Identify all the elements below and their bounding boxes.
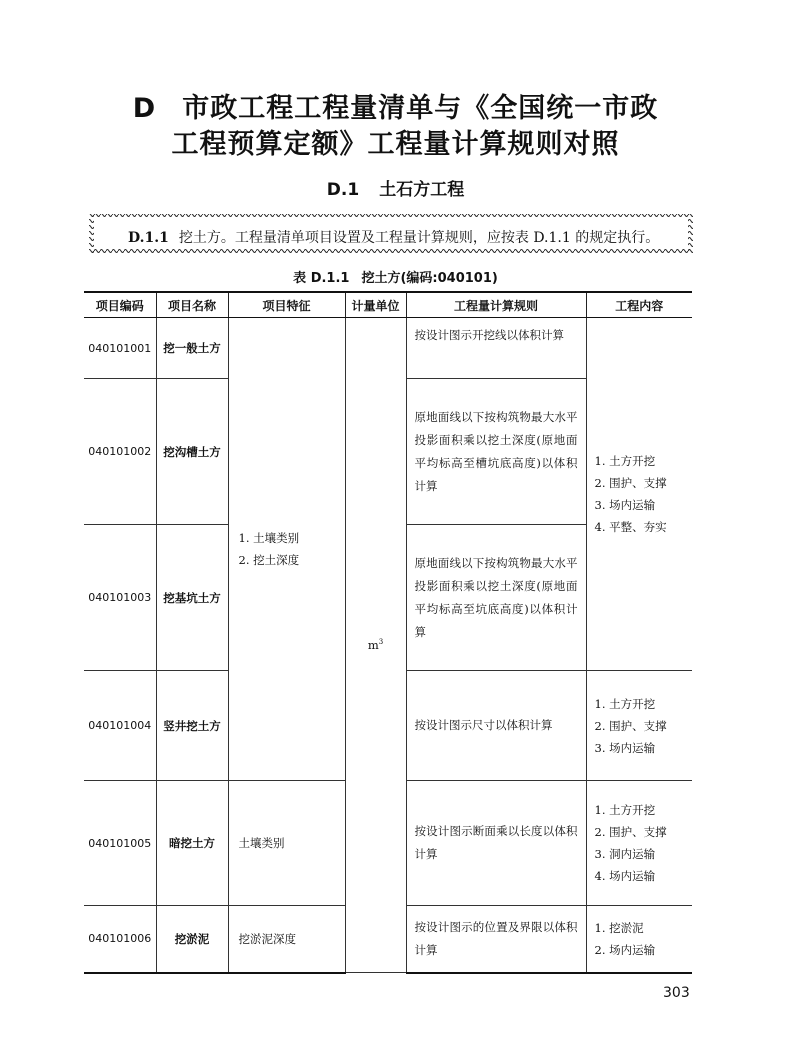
item-content-group <box>586 318 692 671</box>
header-code: 项目编码 <box>84 292 156 318</box>
content-line: 4. 场内运输 <box>594 869 656 883</box>
content-line: 1. 土方开挖 <box>594 696 656 711</box>
item-code: 040101002 <box>84 379 156 525</box>
unit-text: m <box>367 638 379 652</box>
main-title-line-2: 工程预算定额》工程量计算规则对照 <box>171 129 620 160</box>
section-heading <box>0 175 791 200</box>
item-rule: 原地面线以下按构筑物最大水平投影面积乘以挖土深度(原地面平均标高至坑底高度)以体积计算 <box>406 525 586 671</box>
header-name: 项目名称 <box>156 292 228 318</box>
content-line: 2. 围护、支撑 <box>594 825 667 839</box>
item-rule: 按设计图示开挖线以体积计算 <box>406 318 586 379</box>
item-code: 040101003 <box>84 525 156 671</box>
page-number: 303 <box>663 985 690 1001</box>
note-text <box>128 227 659 247</box>
table-row <box>84 318 692 379</box>
item-name: 竖井挖土方 <box>156 671 228 781</box>
item-content <box>586 781 692 906</box>
item-name: 暗挖土方 <box>156 781 228 906</box>
header-unit: 计量单位 <box>345 292 406 318</box>
table-caption <box>0 267 791 286</box>
item-code: 040101004 <box>84 671 156 781</box>
item-feature: 土壤类别 <box>228 781 345 906</box>
unit-superscript: 3 <box>378 638 384 647</box>
item-name: 挖沟槽土方 <box>156 379 228 525</box>
header-rule: 工程量计算规则 <box>406 292 586 318</box>
item-name: 挖一般土方 <box>156 318 228 379</box>
appendix-letter: D <box>132 93 157 124</box>
item-feature: 挖淤泥深度 <box>228 906 345 973</box>
quantity-table <box>84 291 692 974</box>
content-line: 1. 土方开挖 <box>594 454 656 468</box>
content-line: 3. 洞内运输 <box>594 847 656 861</box>
item-code: 040101005 <box>84 781 156 906</box>
note-id: D.1.1 <box>128 230 169 246</box>
content-line: 3. 场内运输 <box>594 498 656 512</box>
feature-line: 2. 挖土深度 <box>238 553 300 567</box>
main-title-line-1 <box>0 86 791 125</box>
content-line: 4. 平整、夯实 <box>594 520 667 534</box>
section-number: D.1 <box>326 180 360 200</box>
item-name: 挖基坑土方 <box>156 525 228 671</box>
unit-cell <box>345 318 406 973</box>
feature-line: 1. 土壤类别 <box>238 531 300 545</box>
item-code: 040101006 <box>84 906 156 973</box>
content-line: 2. 围护、支撑 <box>594 476 667 490</box>
content-line: 2. 围护、支撑 <box>594 718 667 733</box>
item-content <box>586 671 692 781</box>
content-line: 1. 挖淤泥 <box>594 920 644 935</box>
header-feature: 项目特征 <box>228 292 345 318</box>
item-rule: 原地面线以下按构筑物最大水平投影面积乘以挖土深度(原地面平均标高至槽坑底高度)以体积计算 <box>406 379 586 525</box>
item-feature-group <box>228 318 345 781</box>
note-box <box>88 212 694 256</box>
content-line: 2. 场内运输 <box>594 942 656 957</box>
table-header-row <box>84 292 692 318</box>
item-name: 挖淤泥 <box>156 906 228 973</box>
content-line: 3. 场内运输 <box>594 740 656 755</box>
content-line: 1. 土方开挖 <box>594 803 656 817</box>
header-content: 工程内容 <box>586 292 692 318</box>
item-rule: 按设计图示的位置及界限以体积计算 <box>406 906 586 973</box>
item-rule: 按设计图示断面乘以长度以体积计算 <box>406 781 586 906</box>
table-caption-text: 挖土方(编码:040101) <box>361 271 498 286</box>
item-content <box>586 906 692 973</box>
table-id: 表 D.1.1 <box>293 271 350 286</box>
item-rule: 按设计图示尺寸以体积计算 <box>406 671 586 781</box>
item-code: 040101001 <box>84 318 156 379</box>
section-title: 土石方工程 <box>379 180 465 200</box>
title-text-1: 市政工程工程量清单与《全国统一市政 <box>182 93 659 124</box>
note-body: 挖土方。工程量清单项目设置及工程量计算规则，应按表 D.1.1 的规定执行。 <box>178 230 660 246</box>
